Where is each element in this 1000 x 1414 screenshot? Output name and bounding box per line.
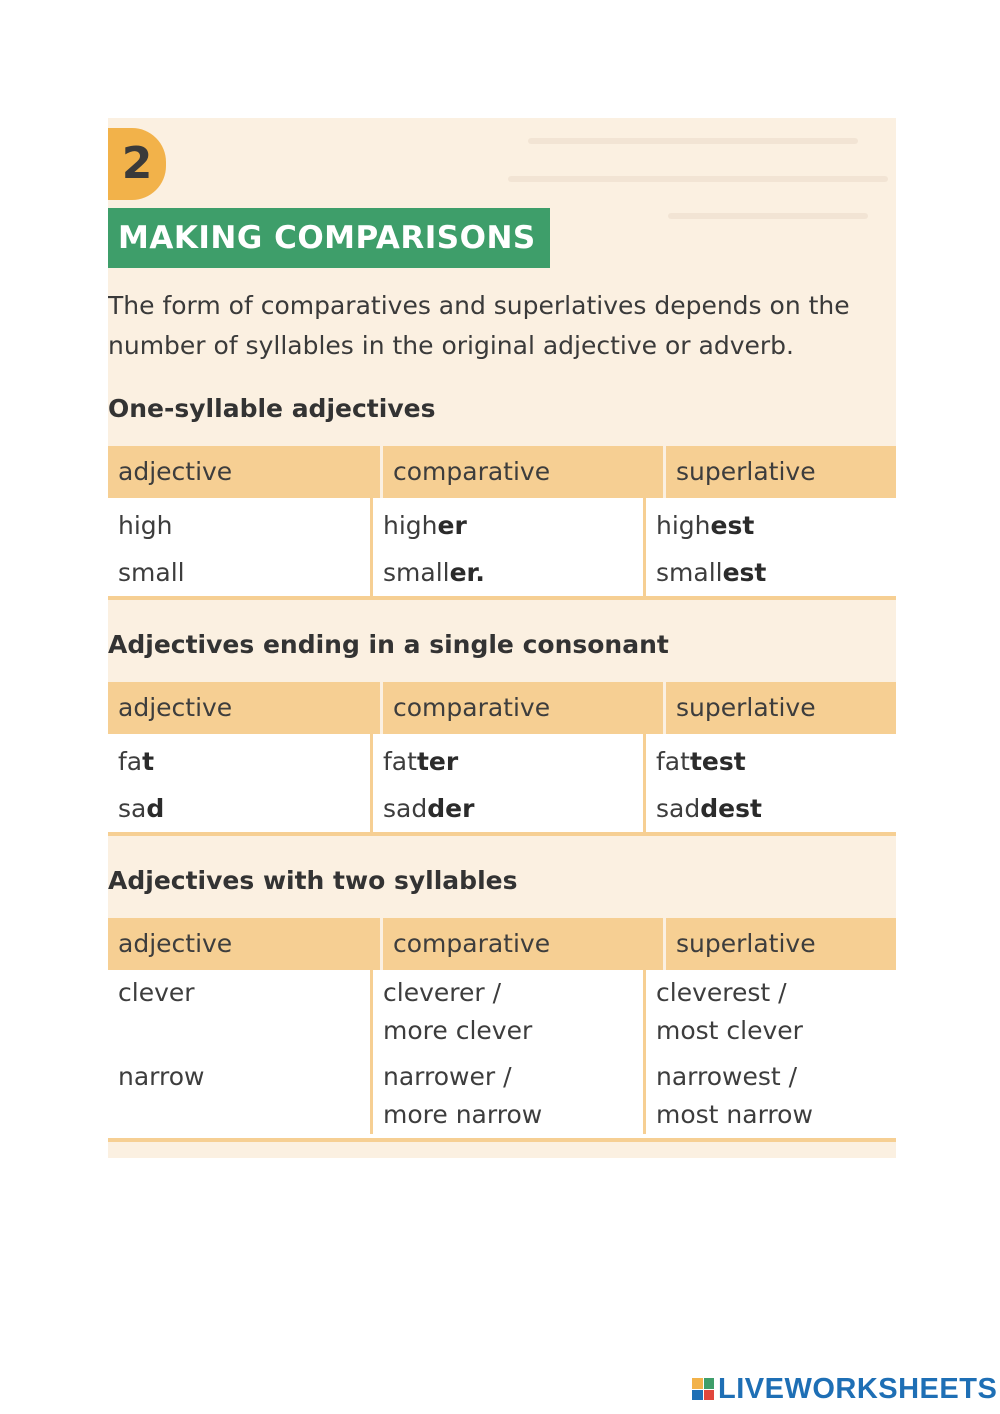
- header-comparative: comparative: [383, 446, 666, 498]
- header-comparative: comparative: [383, 918, 666, 970]
- word-stem: small: [656, 558, 723, 587]
- table-cell: small: [118, 558, 185, 587]
- liveworksheets-logo-icon: [692, 1378, 714, 1400]
- superlative-column: [646, 970, 896, 1134]
- table-cell: more clever: [383, 1016, 533, 1045]
- table-cell: [108, 738, 370, 785]
- liveworksheets-brand[interactable]: [692, 1372, 997, 1406]
- table-cell: [108, 785, 370, 832]
- superlative-column: [646, 734, 896, 832]
- word-ending: er.: [449, 558, 485, 587]
- header-superlative: superlative: [676, 457, 816, 486]
- table-one-syllable: [108, 446, 896, 600]
- header-adjective: adjective: [108, 446, 383, 498]
- word-ending: t: [142, 747, 155, 776]
- header-adjective: adjective: [108, 918, 383, 970]
- table-single-consonant: [108, 682, 896, 836]
- table-cell: narrowest /: [656, 1062, 798, 1091]
- comparative-column: [373, 970, 646, 1134]
- word-ending: er: [437, 511, 467, 540]
- table-cell: [373, 785, 643, 832]
- word-stem: high: [656, 511, 711, 540]
- word-stem: sa: [118, 794, 147, 823]
- intro-paragraph: [108, 286, 892, 366]
- table-cell: narrower /: [383, 1062, 512, 1091]
- scanned-textbook-page: [108, 118, 896, 1158]
- comparative-column: [373, 734, 646, 832]
- table-cell: [646, 549, 896, 596]
- table-header-row: [108, 446, 896, 498]
- table-cell: cleverer /: [383, 978, 502, 1007]
- table-cell: [373, 502, 643, 549]
- subheading-two-syllables: Adjectives with two syllables: [108, 866, 518, 895]
- table-header-row: [108, 918, 896, 970]
- comparative-column: [373, 498, 646, 596]
- word-stem: sad: [383, 794, 428, 823]
- section-title: MAKING COMPARISONS: [108, 208, 550, 268]
- word-ending: d: [146, 794, 165, 823]
- adjective-column: [108, 498, 373, 596]
- header-comparative: comparative: [383, 682, 666, 734]
- table-header-row: [108, 682, 896, 734]
- table-cell: most clever: [656, 1016, 803, 1045]
- brand-name: LIVEWORKSHEETS: [718, 1372, 998, 1405]
- adjective-column: [108, 734, 373, 832]
- table-body: [108, 970, 896, 1142]
- intro-line: number of syllables in the original adjective or adverb.: [108, 331, 794, 360]
- subheading-one-syllable: One-syllable adjectives: [108, 394, 436, 423]
- word-stem: small: [383, 558, 450, 587]
- table-cell: [646, 738, 896, 785]
- word-ending: dest: [700, 794, 762, 823]
- word-stem: high: [383, 511, 438, 540]
- word-stem: fat: [656, 747, 690, 776]
- subheading-single-consonant: Adjectives ending in a single consonant: [108, 630, 669, 659]
- table-two-syllables: [108, 918, 896, 1142]
- faded-bleed-text: [528, 138, 858, 144]
- intro-line: The form of comparatives and superlatives depends on the: [108, 291, 850, 320]
- adjective-column: [108, 970, 373, 1134]
- table-cell: clever: [118, 978, 195, 1007]
- word-stem: sad: [656, 794, 701, 823]
- faded-bleed-text: [668, 213, 868, 219]
- word-ending: est: [710, 511, 755, 540]
- table-body: [108, 734, 896, 836]
- word-ending: test: [689, 747, 746, 776]
- table-body: [108, 498, 896, 600]
- table-cell: cleverest /: [656, 978, 787, 1007]
- header-superlative: superlative: [676, 693, 816, 722]
- section-number-badge: 2: [108, 128, 166, 200]
- superlative-column: [646, 498, 896, 596]
- table-cell: high: [118, 511, 173, 540]
- word-ending: est: [722, 558, 767, 587]
- word-stem: fat: [383, 747, 417, 776]
- word-stem: fa: [118, 747, 143, 776]
- word-ending: ter: [416, 747, 459, 776]
- word-ending: der: [427, 794, 475, 823]
- table-cell: more narrow: [383, 1100, 543, 1129]
- table-cell: [646, 502, 896, 549]
- header-adjective: adjective: [108, 682, 383, 734]
- table-cell: most narrow: [656, 1100, 813, 1129]
- table-cell: [646, 785, 896, 832]
- table-cell: [373, 549, 643, 596]
- table-cell: narrow: [118, 1062, 205, 1091]
- faded-bleed-text: [508, 176, 888, 182]
- header-superlative: superlative: [676, 929, 816, 958]
- table-cell: [373, 738, 643, 785]
